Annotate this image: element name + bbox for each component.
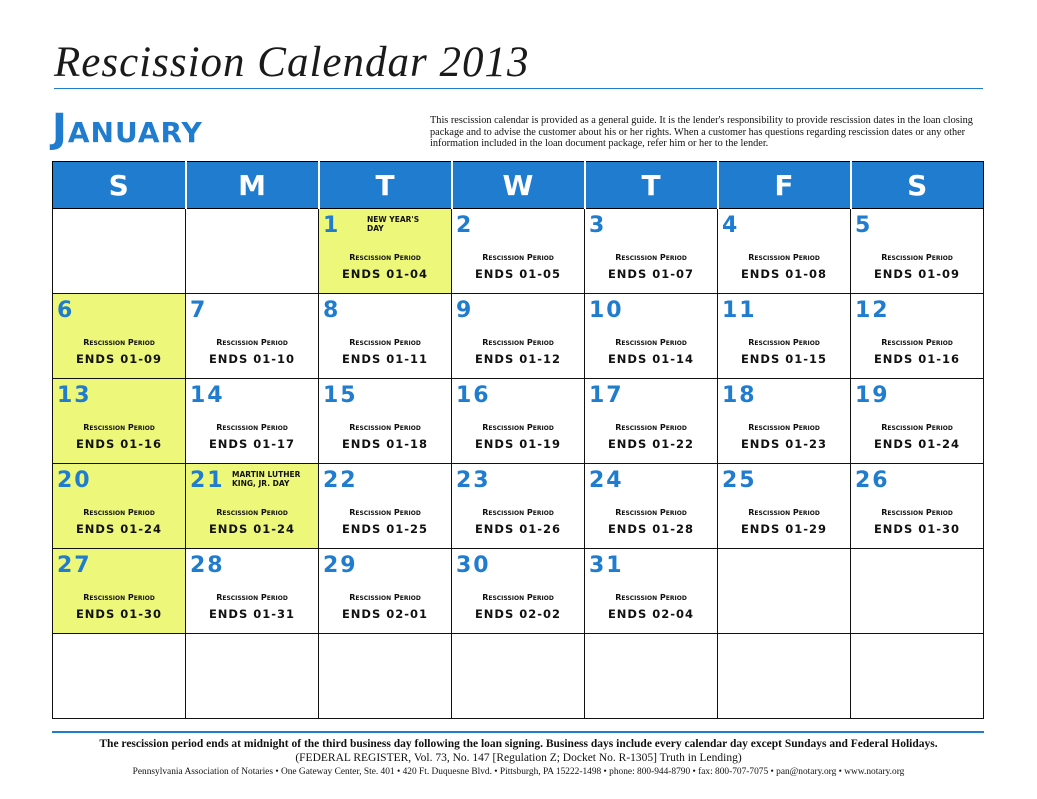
- rescission-period-label: Rescission Period: [349, 253, 421, 262]
- weekday-header: S: [53, 162, 186, 209]
- day-number: 8: [323, 298, 341, 323]
- rescission-end-date: ENDS 01-16: [873, 352, 961, 366]
- rescission-period-label: Rescission Period: [349, 508, 421, 517]
- day-number: 30: [456, 553, 491, 578]
- weekday-header: S: [851, 162, 984, 209]
- calendar-day-cell: [186, 379, 319, 464]
- day-number: 22: [323, 468, 358, 493]
- rescission-period-label: Rescission Period: [482, 593, 554, 602]
- calendar-title: Rescission Calendar 2013: [54, 39, 530, 86]
- rescission-end-date: ENDS 01-24: [208, 522, 296, 536]
- rescission-end-date: ENDS 01-26: [474, 522, 562, 536]
- calendar-day-cell: [319, 379, 452, 464]
- calendar-empty-cell: [53, 634, 186, 719]
- rescission-period-label: Rescission Period: [881, 253, 953, 262]
- rescission-end-date: ENDS 01-30: [75, 607, 163, 621]
- footer-contact: Pennsylvania Association of Notaries • One Gateway Center, Ste. 401 • 420 Ft. Duquesne Blvd. • Pittsburgh, PA 15222-1498 • phone: 800-944-8790 • fax: 800-707-7075 • pan@notary.org • www.notary.org: [132, 767, 905, 777]
- day-number: 4: [722, 213, 740, 238]
- day-number: 2: [456, 213, 474, 238]
- calendar-day-cell: [53, 379, 186, 464]
- rescission-period-label: Rescission Period: [881, 508, 953, 517]
- calendar-empty-cell: [186, 209, 319, 294]
- rescission-period-label: Rescission Period: [216, 423, 288, 432]
- rescission-period-label: Rescission Period: [83, 593, 155, 602]
- footer-citation: (FEDERAL REGISTER, Vol. 73, No. 147 [Regulation Z; Docket No. R-1305] Truth in Lending): [295, 752, 742, 764]
- rescission-period-label: Rescission Period: [349, 338, 421, 347]
- rescission-period-label: Rescission Period: [482, 508, 554, 517]
- rescission-period-label: Rescission Period: [615, 508, 687, 517]
- calendar-day-cell: [319, 464, 452, 549]
- calendar-day-cell: [585, 464, 718, 549]
- day-number: 17: [589, 383, 624, 408]
- day-number: 11: [722, 298, 757, 323]
- rescission-end-date: ENDS 01-04: [341, 267, 429, 281]
- rescission-end-date: ENDS 01-24: [75, 522, 163, 536]
- calendar-day-cell: [718, 464, 851, 549]
- calendar-week-row: [53, 209, 984, 294]
- rescission-period-label: Rescission Period: [216, 593, 288, 602]
- rescission-period-label: Rescission Period: [615, 593, 687, 602]
- day-number: 6: [57, 298, 75, 323]
- rescission-end-date: ENDS 01-16: [75, 437, 163, 451]
- rescission-period-label: Rescission Period: [615, 338, 687, 347]
- calendar-week-row: [53, 294, 984, 379]
- rescission-end-date: ENDS 01-07: [607, 267, 695, 281]
- rescission-period-label: Rescission Period: [482, 423, 554, 432]
- calendar-day-cell: [585, 294, 718, 379]
- footer-rule-text: The rescission period ends at midnight of the third business day following the loan signing. Business days include every calendar day except Sundays and Federal Holidays.: [99, 738, 938, 750]
- rescission-period-label: Rescission Period: [748, 253, 820, 262]
- calendar-week-row: [53, 634, 984, 719]
- calendar-empty-cell: [851, 634, 984, 719]
- calendar-day-cell: [718, 379, 851, 464]
- calendar-empty-cell: [53, 209, 186, 294]
- weekday-header-row: [53, 162, 984, 209]
- rescission-end-date: ENDS 01-22: [607, 437, 695, 451]
- rescission-period-label: Rescission Period: [748, 508, 820, 517]
- calendar-day-cell: [319, 549, 452, 634]
- day-number: 23: [456, 468, 491, 493]
- rescission-period-label: Rescission Period: [881, 423, 953, 432]
- footer-divider: [52, 731, 984, 733]
- rescission-period-label: Rescission Period: [881, 338, 953, 347]
- day-number: 18: [722, 383, 757, 408]
- calendar-empty-cell: [452, 634, 585, 719]
- rescission-end-date: ENDS 01-08: [740, 267, 828, 281]
- rescission-end-date: ENDS 01-09: [75, 352, 163, 366]
- day-number: 12: [855, 298, 890, 323]
- rescission-period-label: Rescission Period: [482, 253, 554, 262]
- rescission-end-date: ENDS 01-30: [873, 522, 961, 536]
- weekday-header: M: [186, 162, 319, 209]
- rescission-period-label: Rescission Period: [748, 338, 820, 347]
- month-name: January: [52, 106, 203, 152]
- calendar-day-cell: [851, 464, 984, 549]
- day-number: 20: [57, 468, 92, 493]
- rescission-end-date: ENDS 01-28: [607, 522, 695, 536]
- calendar-day-cell: [851, 379, 984, 464]
- rescission-end-date: ENDS 01-10: [208, 352, 296, 366]
- rescission-end-date: ENDS 01-12: [474, 352, 562, 366]
- day-number: 19: [855, 383, 890, 408]
- holiday-label: NEW YEAR'S DAY: [367, 215, 420, 233]
- rescission-period-label: Rescission Period: [349, 593, 421, 602]
- rescission-period-label: Rescission Period: [216, 338, 288, 347]
- calendar-day-cell: [186, 549, 319, 634]
- rescission-end-date: ENDS 01-24: [873, 437, 961, 451]
- rescission-end-date: ENDS 01-19: [474, 437, 562, 451]
- calendar-day-cell: [319, 209, 452, 294]
- weekday-header: W: [452, 162, 585, 209]
- rescission-end-date: ENDS 01-14: [607, 352, 695, 366]
- rescission-period-label: Rescission Period: [615, 253, 687, 262]
- rescission-period-label: Rescission Period: [216, 508, 288, 517]
- weekday-header: T: [585, 162, 718, 209]
- calendar-day-cell: [53, 294, 186, 379]
- intro-text: This rescission calendar is provided as a general guide. It is the lender's responsibility to provide rescission dates in the loan closing package and to advise the customer about his or her rights. When a customer has questions regarding rescission dates or any other information included in the loan document package, refer him or her to the lender.: [430, 115, 973, 149]
- calendar-grid: [52, 161, 984, 719]
- calendar-day-cell: [53, 549, 186, 634]
- calendar-empty-cell: [186, 634, 319, 719]
- day-number: 9: [456, 298, 474, 323]
- calendar-day-cell: [585, 549, 718, 634]
- calendar-day-cell: [718, 209, 851, 294]
- day-number: 28: [190, 553, 225, 578]
- day-number: 13: [57, 383, 92, 408]
- calendar-week-row: [53, 464, 984, 549]
- day-number: 5: [855, 213, 873, 238]
- rescission-end-date: ENDS 01-15: [740, 352, 828, 366]
- day-number: 25: [722, 468, 757, 493]
- calendar-week-row: [53, 549, 984, 634]
- day-number: 31: [589, 553, 624, 578]
- rescission-end-date: ENDS 01-05: [474, 267, 562, 281]
- rescission-period-label: Rescission Period: [748, 423, 820, 432]
- day-number: 1: [323, 213, 341, 238]
- calendar-day-cell: [53, 464, 186, 549]
- calendar-week-row: [53, 379, 984, 464]
- day-number: 26: [855, 468, 890, 493]
- rescission-end-date: ENDS 02-01: [341, 607, 429, 621]
- rescission-end-date: ENDS 02-04: [607, 607, 695, 621]
- calendar-day-cell: [585, 379, 718, 464]
- calendar-day-cell: [452, 549, 585, 634]
- calendar-day-cell: [851, 209, 984, 294]
- calendar-empty-cell: [718, 549, 851, 634]
- rescission-period-label: Rescission Period: [349, 423, 421, 432]
- calendar-day-cell: [851, 294, 984, 379]
- rescission-end-date: ENDS 01-09: [873, 267, 961, 281]
- rescission-period-label: Rescission Period: [615, 423, 687, 432]
- calendar-empty-cell: [851, 549, 984, 634]
- rescission-period-label: Rescission Period: [482, 338, 554, 347]
- rescission-end-date: ENDS 01-29: [740, 522, 828, 536]
- rescission-end-date: ENDS 02-02: [474, 607, 562, 621]
- calendar-day-cell: [585, 209, 718, 294]
- calendar-day-cell: [319, 294, 452, 379]
- rescission-end-date: ENDS 01-17: [208, 437, 296, 451]
- day-number: 24: [589, 468, 624, 493]
- calendar-day-cell: [452, 294, 585, 379]
- day-number: 27: [57, 553, 92, 578]
- day-number: 16: [456, 383, 491, 408]
- rescission-period-label: Rescission Period: [83, 508, 155, 517]
- day-number: 3: [589, 213, 607, 238]
- rescission-end-date: ENDS 01-25: [341, 522, 429, 536]
- rescission-end-date: ENDS 01-23: [740, 437, 828, 451]
- rescission-end-date: ENDS 01-31: [208, 607, 296, 621]
- day-number: 7: [190, 298, 208, 323]
- calendar-empty-cell: [585, 634, 718, 719]
- day-number: 29: [323, 553, 358, 578]
- holiday-label: MARTIN LUTHER KING, JR. DAY: [232, 470, 301, 488]
- rescission-period-label: Rescission Period: [83, 423, 155, 432]
- weekday-header: T: [319, 162, 452, 209]
- calendar-day-cell: [452, 464, 585, 549]
- calendar-empty-cell: [718, 634, 851, 719]
- weekday-header: F: [718, 162, 851, 209]
- day-number: 15: [323, 383, 358, 408]
- rescission-end-date: ENDS 01-11: [341, 352, 429, 366]
- calendar-day-cell: [186, 294, 319, 379]
- day-number: 21: [190, 468, 225, 493]
- rescission-period-label: Rescission Period: [83, 338, 155, 347]
- rescission-end-date: ENDS 01-18: [341, 437, 429, 451]
- calendar-day-cell: [718, 294, 851, 379]
- title-divider: [54, 88, 983, 89]
- day-number: 14: [190, 383, 225, 408]
- calendar-day-cell: [452, 379, 585, 464]
- calendar-day-cell: [186, 464, 319, 549]
- day-number: 10: [589, 298, 624, 323]
- calendar-day-cell: [452, 209, 585, 294]
- calendar-empty-cell: [319, 634, 452, 719]
